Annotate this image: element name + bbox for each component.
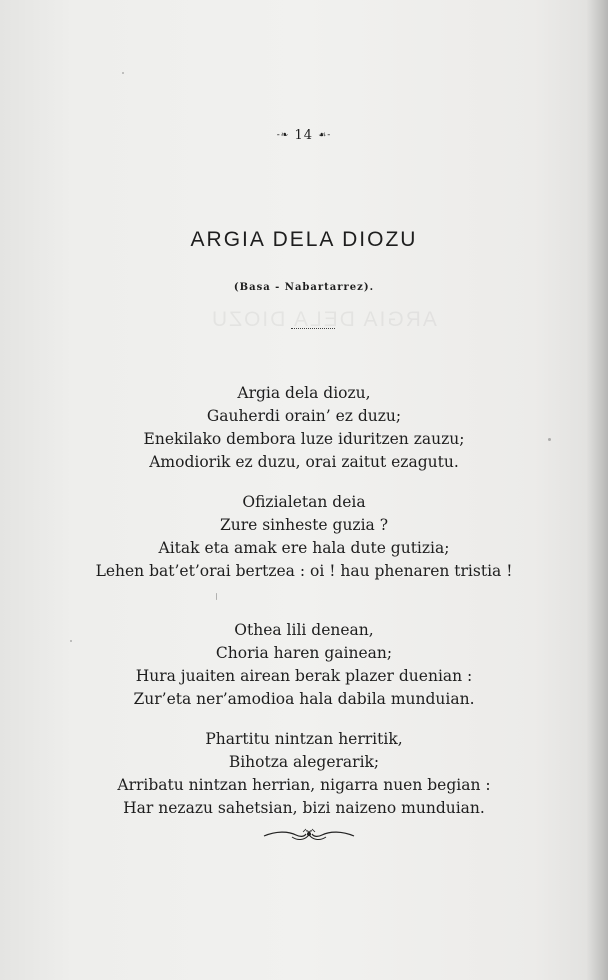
ink-speck (216, 593, 217, 600)
verse-line: Phartitu nintzan herritik, (205, 730, 403, 748)
verse-line: Choria haren gainean; (215, 644, 393, 662)
verse-line: Enekilako dembora luze iduritzen zauzu; (143, 430, 465, 448)
verse-line: Zur’eta ner’amodioa hala dabila munduian. (133, 690, 475, 708)
ink-speck (70, 640, 72, 642)
tailpiece-ornament-icon (262, 828, 356, 842)
verse-line: Zure sinheste guzia ? (219, 516, 389, 534)
ink-speck (122, 72, 124, 74)
right-ornament-icon: ☙- (318, 130, 332, 141)
poem-subtitle: (Basa - Nabartarrez). (233, 282, 375, 293)
verse-line: Arribatu nintzan herrian, nigarra nuen begian : (117, 776, 491, 794)
poem-title: ARGIA DELA DIOZU (190, 228, 418, 251)
page-number (0, 128, 608, 143)
verse-line: Lehen bat’et’orai bertzea : oi ! hau phenaren tristia ! (95, 562, 513, 580)
page-number-text: 14 (294, 128, 314, 143)
verse-line: Amodiorik ez duzu, orai zaitut ezagutu. (149, 453, 459, 471)
verse-line: Aitak eta amak ere hala dute gutizia; (158, 539, 450, 557)
verse-line: Bihotza alegerarik; (228, 753, 380, 771)
verse-line: Argia dela diozu, (237, 384, 371, 402)
page-edge-shadow (586, 0, 608, 980)
verse-line: Gauherdi orain’ ez duzu; (206, 407, 402, 425)
ink-speck (548, 438, 551, 441)
title-divider (291, 328, 335, 329)
verse-line: Ofizialetan deia (242, 493, 366, 511)
left-ornament-icon: -❧ (276, 130, 290, 141)
verse-line: Hura juaiten airean berak plazer duenian : (135, 667, 473, 685)
verse-line: Har nezazu sahetsian, bizi naizeno munduian. (123, 799, 485, 817)
bleed-through-decoration: ARGIA DELA DIOZU (210, 308, 437, 331)
verse-line: Othea lili denean, (234, 621, 374, 639)
